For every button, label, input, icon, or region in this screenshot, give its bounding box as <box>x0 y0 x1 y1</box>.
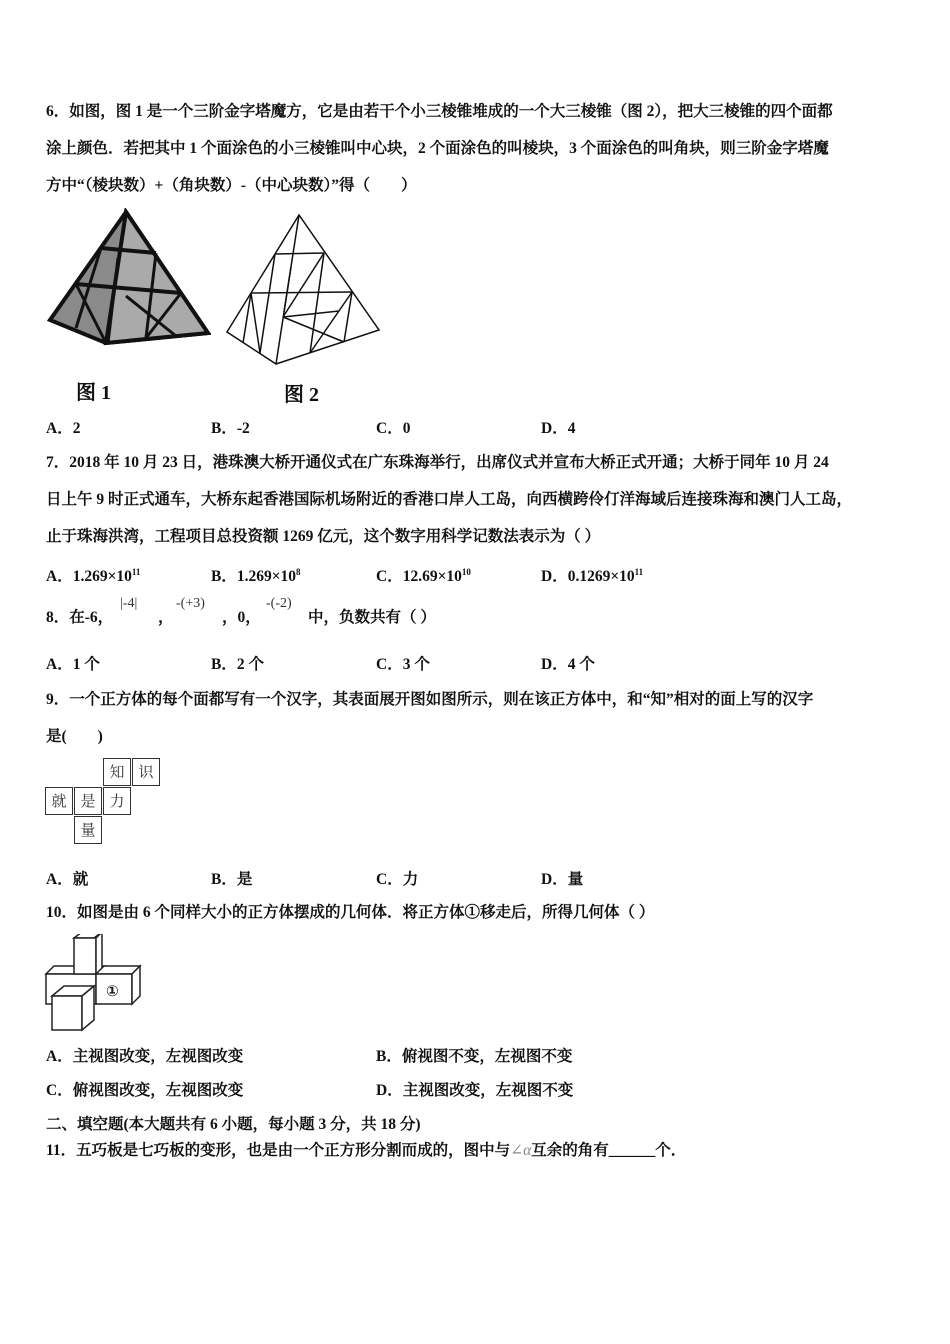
q10-option-b[interactable]: B．俯视图不变，左视图不变 <box>376 1048 573 1065</box>
q7-line-2: 日上午 9 时正式通车，大桥东起香港国际机场附近的香港口岸人工岛，向西横跨伶仃洋海域后连接珠海和澳门人工岛， <box>46 491 853 508</box>
cube-net-figure <box>45 758 165 850</box>
q6-option-a[interactable]: A．2 <box>46 420 81 437</box>
net-cell: 是 <box>74 787 102 815</box>
q8-option-d[interactable]: D．4 个 <box>541 656 595 673</box>
cube-label-1: ① <box>106 982 119 1000</box>
exponent: 10 <box>461 567 471 577</box>
net-cell: 量 <box>74 816 102 844</box>
q6-option-b[interactable]: B．-2 <box>211 420 250 437</box>
q9-option-a[interactable]: A．就 <box>46 871 89 888</box>
cube-stack-figure <box>44 934 144 1034</box>
q10-line: 10．如图是由 6 个同样大小的正方体摆成的几何体．将正方体①移走后，所得几何体（ ） <box>46 904 655 921</box>
exponent: 8 <box>296 567 301 577</box>
option-text: D．0.1269×10 <box>541 568 635 586</box>
q8-expr-neg-neg2: -(-2) <box>266 596 292 611</box>
q10-option-a[interactable]: A．主视图改变，左视图改变 <box>46 1048 244 1065</box>
q6-line-2: 涂上颜色．若把其中 1 个面涂色的小三棱锥叫中心块，2 个面涂色的叫棱块，3 个面涂色的叫角块，则三阶金字塔魔 <box>46 140 829 157</box>
q7-line-3: 止于珠海洪湾，工程项目总投资额 1269 亿元，这个数字用科学记数法表示为（ ） <box>46 528 601 545</box>
section-heading: 二、填空题(本大题共有 6 小题，每小题 3 分，共 18 分) <box>46 1116 421 1133</box>
pyramid-cube-photo <box>46 208 211 348</box>
q9-option-c[interactable]: C．力 <box>376 871 419 888</box>
q8-option-b[interactable]: B．2 个 <box>211 656 264 673</box>
q10-option-c[interactable]: C．俯视图改变，左视图改变 <box>46 1082 244 1099</box>
pyramid-diagram <box>224 212 384 367</box>
q8-option-a[interactable]: A．1 个 <box>46 656 100 673</box>
fig2-label: 图 2 <box>284 384 319 406</box>
q8-option-c[interactable]: C．3 个 <box>376 656 430 673</box>
exponent: 11 <box>131 567 141 577</box>
q8-suffix: 中，负数共有（ ） <box>308 609 436 626</box>
option-text: C．12.69×10 <box>376 568 462 586</box>
q11-line <box>46 1141 686 1161</box>
q6-option-d[interactable]: D．4 <box>541 420 576 437</box>
q6-option-c[interactable]: C．0 <box>376 420 411 437</box>
q11-prefix: 11．五巧板是七巧板的变形，也是由一个正方形分割而成的，图中与 <box>46 1142 511 1159</box>
fig1-label: 图 1 <box>76 382 111 404</box>
q7-option-a[interactable] <box>46 562 140 587</box>
exponent: 11 <box>634 567 644 577</box>
q7-line-1: 7．2018 年 10 月 23 日，港珠澳大桥开通仪式在广东珠海举行，出席仪式并宣布大桥正式开通；大桥于同年 10 月 24 <box>46 454 829 471</box>
angle-alpha: ∠α <box>510 1142 532 1159</box>
q11-suffix: 互余的角有______个． <box>531 1142 687 1159</box>
q10-option-d[interactable]: D．主视图改变，左视图不变 <box>376 1082 574 1099</box>
q8-sep: ，0， <box>222 609 261 626</box>
q7-option-c[interactable] <box>376 562 471 587</box>
q7-option-d[interactable] <box>541 562 643 587</box>
option-text: B．1.269×10 <box>211 568 297 586</box>
q8-expr-neg-plus3: -(+3) <box>176 596 205 611</box>
net-cell: 就 <box>45 787 73 815</box>
q9-line-1: 9．一个正方体的每个面都写有一个汉字，其表面展开图如图所示，则在该正方体中，和“知”相对的面上写的汉字 <box>46 691 814 708</box>
option-text: A．1.269×10 <box>46 568 132 586</box>
q8-sep: ， <box>158 609 174 626</box>
q9-option-d[interactable]: D．量 <box>541 871 584 888</box>
q9-line-2: 是( ) <box>46 728 103 745</box>
q8-prefix: 8．在-6， <box>46 609 114 626</box>
q6-line-3: 方中“（棱块数）+（角块数）-（中心块数）”得（ ） <box>46 177 417 194</box>
q7-option-b[interactable] <box>211 562 301 587</box>
q9-option-b[interactable]: B．是 <box>211 871 253 888</box>
q8-expr-abs: |-4| <box>120 596 138 611</box>
net-cell: 知 <box>103 758 131 786</box>
net-cell: 力 <box>103 787 131 815</box>
q6-line-1: 6．如图，图 1 是一个三阶金字塔魔方，它是由若干个小三棱锥堆成的一个大三棱锥（图 2），把大三棱锥的四个面都 <box>46 103 833 120</box>
net-cell: 识 <box>132 758 160 786</box>
